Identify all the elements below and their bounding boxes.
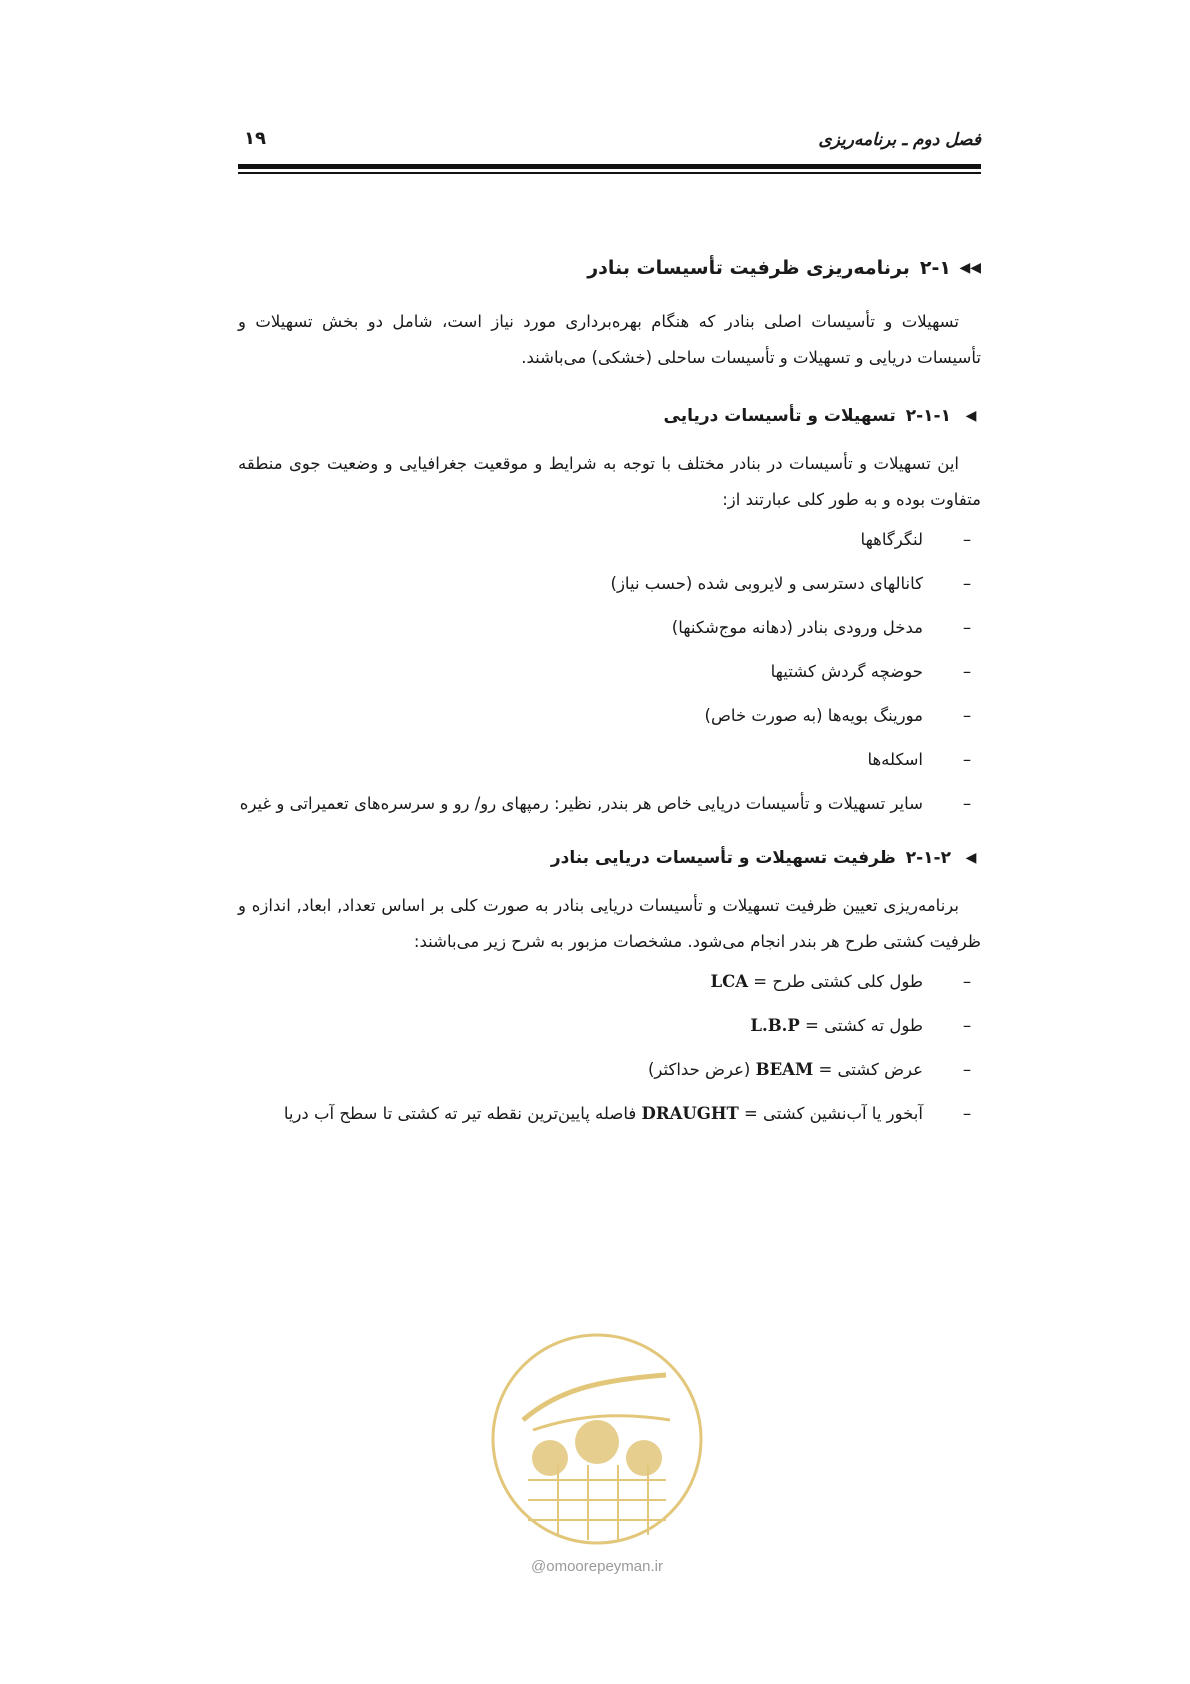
double-arrow-icon: ◀◀ (959, 260, 981, 276)
list-item: – مورینگ بویه‌ها (به صورت خاص) (238, 698, 981, 734)
page-body (238, 250, 981, 1140)
list-item: – مدخل ورودی بنادر (دهانه موج‌شکنها) (238, 610, 981, 646)
header-rule-thick (238, 164, 981, 169)
subsection-number: ۲-۱-۲ (905, 848, 951, 868)
dash-marker: – (962, 706, 972, 725)
term-abbrev: BEAM (755, 1060, 814, 1079)
section-title: برنامه‌ریزی ظرفیت تأسیسات بنادر (587, 257, 910, 279)
list-item: – طول کلی کشتی طرح = LCA (238, 964, 981, 1000)
dash-marker: – (962, 794, 972, 813)
watermark-url: @omoorepeyman.ir (531, 1558, 663, 1575)
arrow-icon: ◀ (965, 408, 977, 424)
term-abbrev: DRAUGHT (641, 1104, 739, 1123)
section-heading (238, 250, 981, 286)
list-item: – اسکله‌ها (238, 742, 981, 778)
dash-marker: – (962, 1104, 972, 1123)
dash-marker: – (962, 750, 972, 769)
chapter-title: فصل دوم ـ برنامه‌ریزی (818, 130, 981, 150)
dash-marker: – (962, 618, 972, 637)
list-item: – کانالهای دسترسی و لایروبی شده (حسب نیاز) (238, 566, 981, 602)
subsection-heading-1 (238, 398, 981, 434)
subsection-heading-2 (238, 840, 981, 876)
term-abbrev: LCA (710, 972, 749, 991)
subsection-title: ظرفیت تسهیلات و تأسیسات دریایی بنادر (550, 848, 896, 868)
subsection-intro: این تسهیلات و تأسیسات در بنادر مختلف با توجه به شرایط و موقعیت جغرافیایی و وضعیت جوی منطقه متفاوت بوده و به طور کلی عبارتند از: (238, 454, 981, 509)
dash-marker: – (962, 1016, 972, 1035)
ship-spec-list (238, 964, 981, 1132)
arrow-icon: ◀ (965, 850, 977, 866)
subsection-title: تسهیلات و تأسیسات دریایی (663, 406, 896, 426)
dash-marker: – (962, 662, 972, 681)
page-number: ۱۹ (244, 128, 266, 149)
subsection-number: ۲-۱-۱ (905, 406, 951, 426)
section-intro: تسهیلات و تأسیسات اصلی بنادر که هنگام بهره‌برداری مورد نیاز است، شامل دو بخش تسهیلات و تأسیسات دریایی و تسهیلات و تأسیسات ساحلی (خشکی) می‌باشند. (238, 312, 981, 367)
header-rule-thin (238, 172, 981, 174)
dash-marker: – (962, 1060, 972, 1079)
list-item: – طول ته کشتی = L.B.P (238, 1008, 981, 1044)
term-abbrev: L.B.P (750, 1016, 800, 1035)
dash-marker: – (962, 530, 972, 549)
section-number: ۲-۱ (919, 257, 951, 279)
dash-marker: – (962, 972, 972, 991)
list-item: – عرض کشتی = BEAM (عرض حداکثر) (238, 1052, 981, 1088)
watermark-logo (488, 1330, 706, 1548)
list-item: – حوضچه گردش کشتیها (238, 654, 981, 690)
dash-marker: – (962, 574, 972, 593)
list-item: – آبخور یا آب‌نشین کشتی = DRAUGHT فاصله پایین‌ترین نقطه تیر ته کشتی تا سطح آب دریا (238, 1096, 981, 1132)
facility-list (238, 522, 981, 822)
list-item: – لنگرگاهها (238, 522, 981, 558)
page-header (238, 118, 981, 170)
subsection-intro: برنامه‌ریزی تعیین ظرفیت تسهیلات و تأسیسات دریایی بنادر به صورت کلی بر اساس تعداد, ابعاد, اندازه و ظرفیت کشتی طرح هر بندر انجام می‌شود. مشخصات مزبور به شرح زیر می‌باشند: (238, 896, 981, 951)
list-item: – سایر تسهیلات و تأسیسات دریایی خاص هر بندر, نظیر: رمپهای رو/ رو و سرسره‌های تعمیراتی و غیره (238, 786, 981, 822)
